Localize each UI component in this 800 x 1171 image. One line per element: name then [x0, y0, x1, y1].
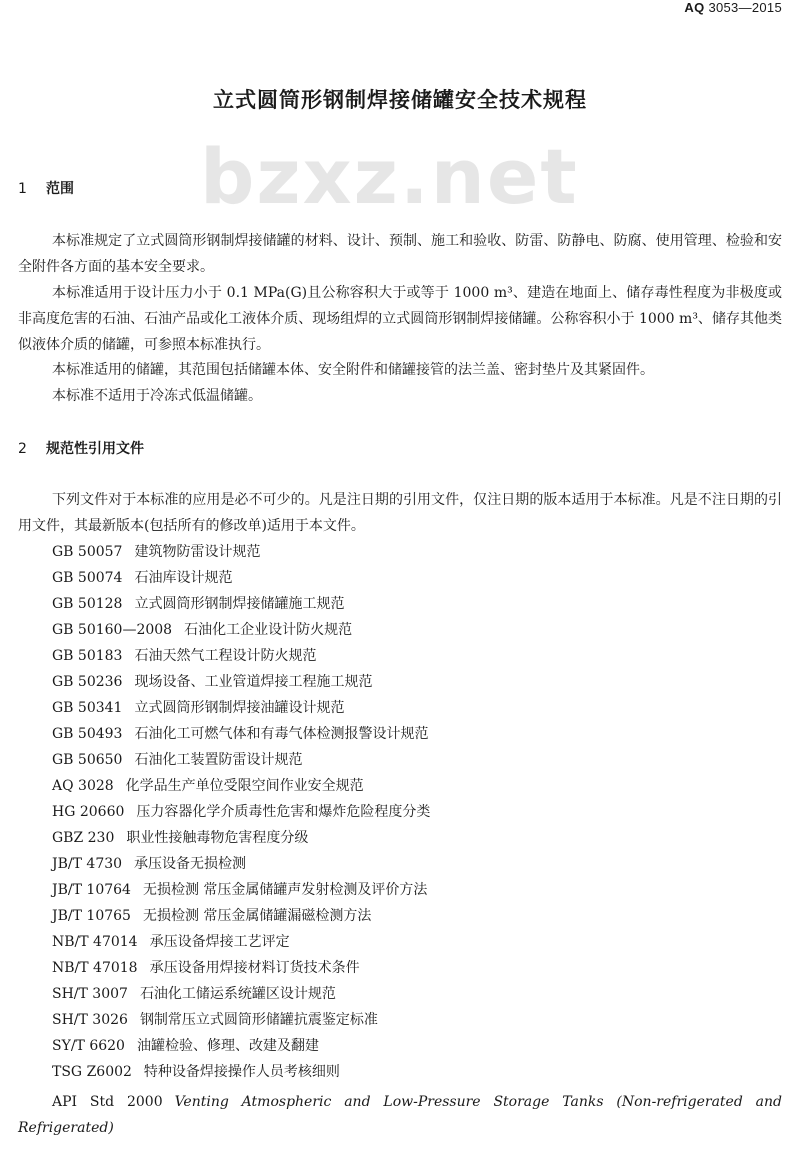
reference-title: 石油化工可燃气体和有毒气体检测报警设计规范	[134, 726, 429, 742]
reference-code: NB/T 47014	[52, 934, 138, 950]
reference-title: 无损检测 常压金属储罐声发射检测及评价方法	[142, 882, 428, 898]
reference-title: 石油化工储运系统罐区设计规范	[139, 986, 336, 1002]
reference-item-api	[18, 1089, 782, 1141]
reference-item	[52, 747, 430, 773]
reference-code: GB 50160—2008	[52, 622, 173, 638]
reference-code: GB 50236	[52, 674, 123, 690]
reference-code: GB 50057	[52, 544, 123, 560]
reference-code: GB 50128	[52, 596, 123, 612]
reference-title: 无损检测 常压金属储罐漏磁检测方法	[142, 908, 372, 924]
section-1-paragraph-3: 本标准适用的储罐，其范围包括储罐本体、安全附件和储罐接管的法兰盖、密封垫片及其紧固件。	[52, 362, 654, 378]
reference-item	[52, 539, 430, 565]
reference-item	[52, 929, 430, 955]
reference-title: 钢制常压立式圆筒形储罐抗震鉴定标准	[139, 1012, 378, 1028]
reference-code: SH/T 3007	[52, 986, 128, 1002]
reference-title: 石油化工装置防雷设计规范	[134, 752, 303, 768]
reference-item	[52, 1007, 430, 1033]
section-1-paragraph-4: 本标准不适用于冷冻式低温储罐。	[52, 388, 262, 404]
reference-item	[52, 1059, 430, 1085]
section-2-heading	[18, 438, 144, 458]
reference-item	[52, 955, 430, 981]
reference-item	[52, 565, 430, 591]
reference-title: 特种设备焊接操作人员考核细则	[143, 1064, 340, 1080]
standard-number: 3053—2015	[708, 0, 782, 15]
reference-item	[52, 643, 430, 669]
reference-item	[52, 825, 430, 851]
reference-code: JB/T 4730	[52, 856, 123, 872]
section-1-paragraph-2: 本标准适用于设计压力小于 0.1 MPa(G)且公称容积大于或等于 1000 m³、建造在地面上、储存毒性程度为非极度或非高度危害的石油、石油产品或化工液体介质、现场组焊的立式圆筒形钢制焊接储罐。公称容积小于 1000 m³、储存其他类似液体介质的储罐，可参照本标准执行。	[18, 285, 782, 353]
section-2-title: 规范性引用文件	[46, 441, 144, 457]
section-1-title: 范围	[46, 181, 74, 197]
reference-code: GB 50183	[52, 648, 123, 664]
reference-item	[52, 721, 430, 747]
reference-item	[52, 617, 430, 643]
standard-prefix: AQ	[684, 0, 705, 15]
reference-code: HG 20660	[52, 804, 125, 820]
reference-code: NB/T 47018	[52, 960, 138, 976]
reference-item	[52, 877, 430, 903]
reference-code: SY/T 6620	[52, 1038, 125, 1054]
document-title: 立式圆筒形钢制焊接储罐安全技术规程	[213, 88, 587, 112]
section-2-paragraph-1: 下列文件对于本标准的应用是必不可少的。凡是注日期的引用文件，仅注日期的版本适用于本标准。凡是不注日期的引用文件，其最新版本(包括所有的修改单)适用于本文件。	[18, 492, 782, 534]
reference-code: AQ 3028	[52, 778, 114, 794]
reference-title: 职业性接触毒物危害程度分级	[126, 830, 309, 846]
reference-code: GBZ 230	[52, 830, 115, 846]
reference-title: 立式圆筒形钢制焊接储罐施工规范	[134, 596, 345, 612]
reference-item	[52, 851, 430, 877]
section-1-paragraph-1: 本标准规定了立式圆筒形钢制焊接储罐的材料、设计、预制、施工和验收、防雷、防静电、防腐、使用管理、检验和安全附件各方面的基本安全要求。	[18, 233, 782, 275]
standard-code	[684, 0, 782, 15]
reference-item	[52, 903, 430, 929]
reference-code: SH/T 3026	[52, 1012, 128, 1028]
reference-title: 化学品生产单位受限空间作业安全规范	[125, 778, 364, 794]
reference-title: 承压设备焊接工艺评定	[149, 934, 290, 950]
reference-item	[52, 591, 430, 617]
reference-title: 石油天然气工程设计防火规范	[134, 648, 317, 664]
reference-code: JB/T 10765	[52, 908, 131, 924]
reference-title: 承压设备无损检测	[134, 856, 247, 872]
reference-code: API Std 2000	[52, 1094, 163, 1110]
reference-code: GB 50074	[52, 570, 123, 586]
reference-title: 建筑物防雷设计规范	[134, 544, 261, 560]
reference-item	[52, 1033, 430, 1059]
reference-item	[52, 799, 430, 825]
reference-title: 石油库设计规范	[134, 570, 233, 586]
reference-item	[52, 695, 430, 721]
section-1-number: 1	[18, 181, 27, 197]
reference-item	[52, 981, 430, 1007]
reference-code: GB 50650	[52, 752, 123, 768]
watermark: bzxz.net	[200, 132, 579, 221]
reference-title: 油罐检验、修理、改建及翻建	[136, 1038, 319, 1054]
reference-title: 立式圆筒形钢制焊接油罐设计规范	[134, 700, 345, 716]
reference-code: JB/T 10764	[52, 882, 131, 898]
reference-item	[52, 773, 430, 799]
reference-title: 石油化工企业设计防火规范	[184, 622, 353, 638]
reference-code: GB 50493	[52, 726, 123, 742]
section-1-heading	[18, 178, 74, 198]
reference-code: GB 50341	[52, 700, 123, 716]
reference-list	[52, 539, 430, 1085]
reference-title: 承压设备用焊接材料订货技术条件	[149, 960, 360, 976]
section-2-number: 2	[18, 441, 27, 457]
reference-title: 压力容器化学介质毒性危害和爆炸危险程度分类	[136, 804, 431, 820]
reference-title: Venting Atmospheric and Low-Pressure Storage Tanks (Non-refrigerated and Refrigerated)	[18, 1094, 782, 1136]
reference-title: 现场设备、工业管道焊接工程施工规范	[134, 674, 373, 690]
reference-code: TSG Z6002	[52, 1064, 132, 1080]
reference-item	[52, 669, 430, 695]
